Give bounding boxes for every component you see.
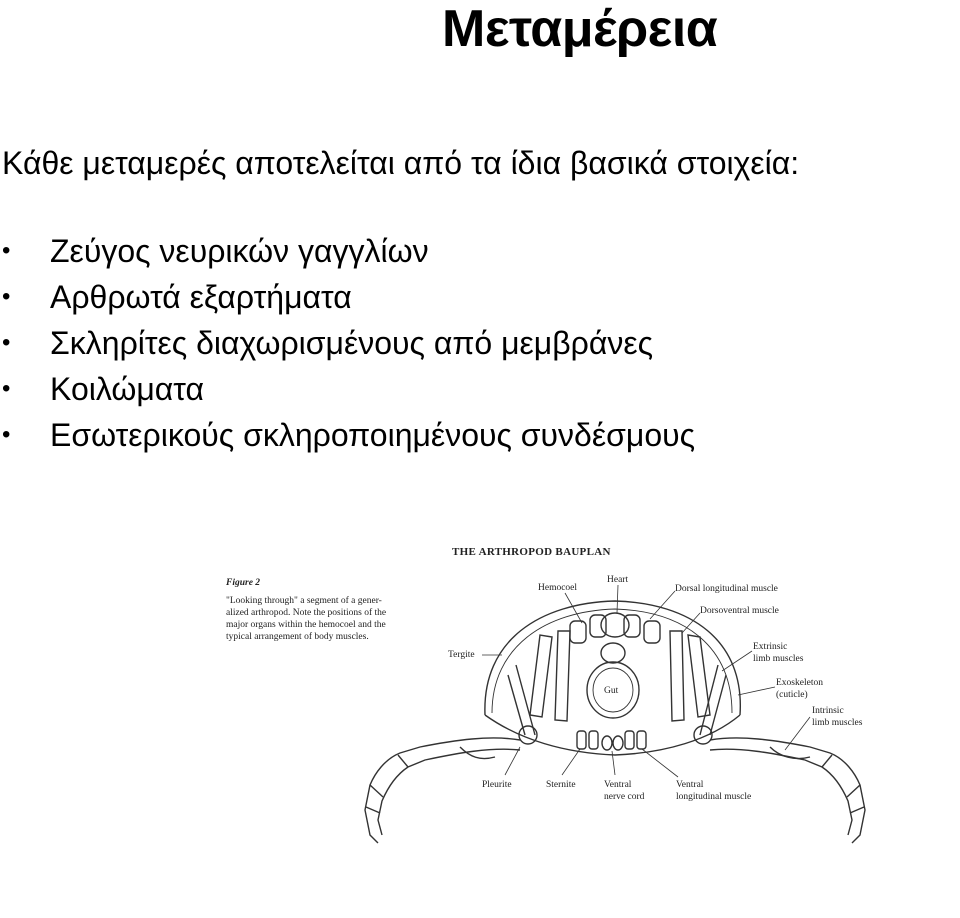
left-leg-lower	[378, 749, 520, 835]
label-exoskeleton: (cuticle)	[776, 690, 808, 700]
bullet-glyph: •	[2, 421, 11, 448]
exoskeleton-leader	[738, 687, 775, 695]
label-ventral-nerve: Ventral	[604, 780, 632, 790]
arthropod-diagram-svg	[220, 535, 900, 855]
caption-line: "Looking through" a segment of a gener-	[226, 596, 382, 606]
ventral-muscle-block	[625, 731, 634, 749]
intro-text: Κάθε μεταμερές αποτελείται από τα ίδια βασικά στοιχεία:	[2, 145, 800, 181]
sternite-leader	[562, 749, 580, 775]
dorsal-muscle-block	[644, 621, 660, 643]
diagram-heading: THE ARTHROPOD BAUPLAN	[452, 546, 611, 558]
nerve-ganglion	[602, 736, 612, 750]
bullet-glyph: •	[2, 375, 11, 402]
label-tergite: Tergite	[448, 650, 475, 660]
ventral-outline	[485, 715, 740, 755]
label-heart: Heart	[607, 575, 629, 585]
label-hemocoel: Hemocoel	[538, 583, 578, 593]
arthropod-diagram	[220, 535, 900, 855]
nerve-ganglion	[613, 736, 623, 750]
left-leg-segment	[370, 785, 383, 797]
label-extrinsic: limb muscles	[753, 654, 804, 664]
dorsoventral-muscle	[688, 635, 710, 717]
label-intrinsic: limb muscles	[812, 718, 863, 728]
extrinsic-muscle	[700, 665, 718, 735]
caption-line: typical arrangement of body muscles.	[226, 632, 369, 642]
right-leg-upper	[710, 738, 865, 843]
label-ventral-muscle: longitudinal muscle	[676, 792, 752, 802]
ventral-muscle-block	[637, 731, 646, 749]
label-extrinsic: Extrinsic	[753, 642, 788, 652]
right-leg-segment	[847, 785, 860, 797]
left-leg-segment	[398, 755, 408, 767]
slide-title: Μεταμέρεια	[442, 0, 718, 58]
ventral-muscle-block	[589, 731, 598, 749]
label-gut: Gut	[604, 686, 619, 696]
bullet-text: Σκληρίτες διαχωρισμένους από μεμβράνες	[50, 325, 654, 361]
bullet-text: Κοιλώματα	[50, 371, 204, 407]
bullet-text: Εσωτερικούς σκληροποιημένους συνδέσμους	[50, 417, 696, 453]
label-ventral-nerve: nerve cord	[604, 792, 645, 802]
label-dorsal-muscle: Dorsal longitudinal muscle	[675, 584, 778, 594]
dorsal-muscle-block	[570, 621, 586, 643]
dorsoventral-muscle	[530, 635, 552, 717]
pleurite-leader	[505, 747, 520, 775]
bullet-text: Ζεύγος νευρικών γαγγλίων	[50, 233, 429, 269]
bullet-glyph: •	[2, 283, 11, 310]
left-leg-upper	[365, 738, 520, 843]
extrinsic-muscle	[508, 675, 525, 735]
extrinsic-leader	[722, 651, 752, 671]
right-leg-segment	[850, 807, 864, 813]
label-sternite: Sternite	[546, 780, 576, 790]
label-exoskeleton: Exoskeleton	[776, 678, 823, 688]
label-ventral-muscle: Ventral	[676, 780, 704, 790]
dorsoventral-muscle	[670, 631, 684, 721]
caption-line: major organs within the hemocoel and the	[226, 620, 386, 630]
label-pleurite: Pleurite	[482, 780, 512, 790]
bullet-text: Αρθρωτά εξαρτήματα	[50, 279, 352, 315]
dorsoventral-muscle	[555, 631, 570, 721]
label-intrinsic: Intrinsic	[812, 706, 844, 716]
caption-title: Figure 2	[226, 578, 261, 588]
label-dorsoventral-muscle: Dorsoventral muscle	[700, 606, 779, 616]
right-leg-segment	[822, 755, 832, 767]
diagram-drawing	[365, 601, 865, 843]
gut-upper-ring	[601, 643, 625, 663]
ventral-muscle-leader	[642, 749, 678, 777]
caption-line: alized arthropod. Note the positions of the	[226, 608, 387, 618]
ventral-muscle-block	[577, 731, 586, 749]
bullet-glyph: •	[2, 329, 11, 356]
bullet-glyph: •	[2, 237, 11, 264]
left-leg-segment	[366, 807, 380, 813]
